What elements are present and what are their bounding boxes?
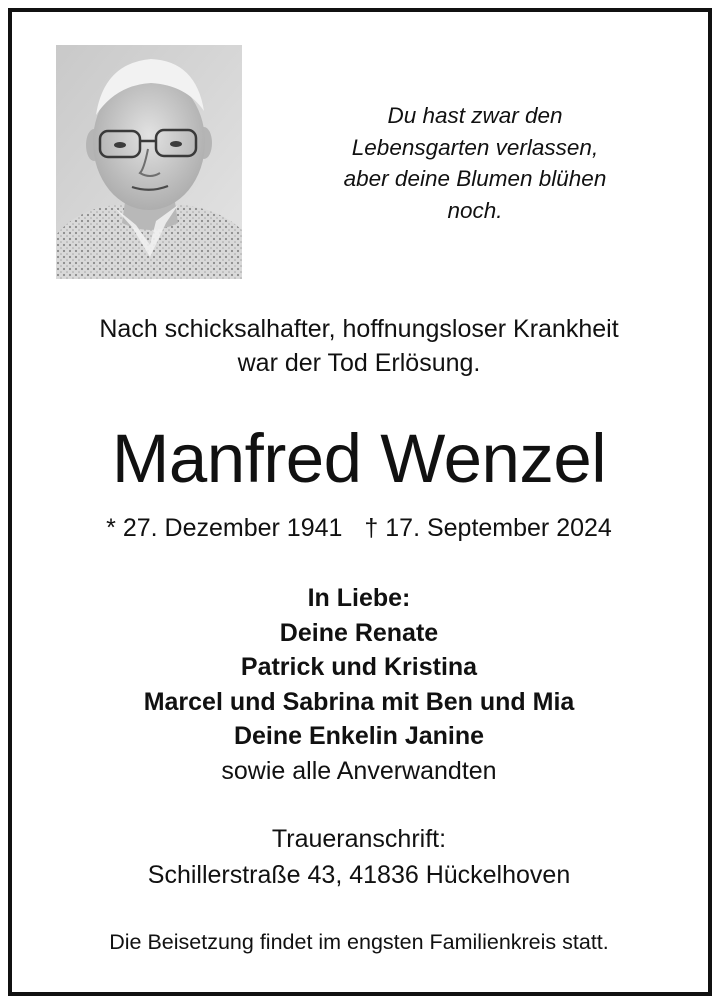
- mourner-name: Deine Renate: [279, 618, 439, 647]
- burial-note: Die Beisetzung findet im engsten Familienkreis statt.: [109, 930, 609, 954]
- memorial-quote: [290, 100, 660, 226]
- mourner-name: Patrick und Kristina: [240, 653, 478, 681]
- death-date: † 17. September 2024: [364, 514, 612, 542]
- address-label: Traueranschrift:: [271, 825, 447, 853]
- mourners-heading: In Liebe:: [307, 584, 411, 612]
- condolence-address: [0, 821, 718, 893]
- mourner-name: Marcel und Sabrina mit Ben und Mia: [143, 687, 575, 716]
- intro-line: Nach schicksalhafter, hoffnungsloser Krankheit: [99, 315, 619, 343]
- birth-date: * 27. Dezember 1941: [106, 514, 343, 542]
- mourners-list: [0, 581, 718, 788]
- intro-line: war der Tod Erlösung.: [237, 349, 481, 377]
- quote-line: aber deine Blumen blühen: [343, 166, 607, 191]
- address-value: Schillerstraße 43, 41836 Hückelhoven: [147, 861, 571, 889]
- quote-line: Du hast zwar den: [387, 103, 563, 128]
- life-dates: [0, 510, 718, 546]
- portrait-photo: [56, 45, 242, 279]
- intro-text: [20, 312, 698, 380]
- mourner-name: Deine Enkelin Janine: [233, 722, 485, 750]
- deceased-name: Manfred Wenzel: [111, 420, 607, 497]
- quote-line: Lebensgarten verlassen,: [351, 134, 599, 160]
- quote-line: noch.: [447, 197, 503, 223]
- mourners-others: sowie alle Anverwandten: [221, 756, 497, 785]
